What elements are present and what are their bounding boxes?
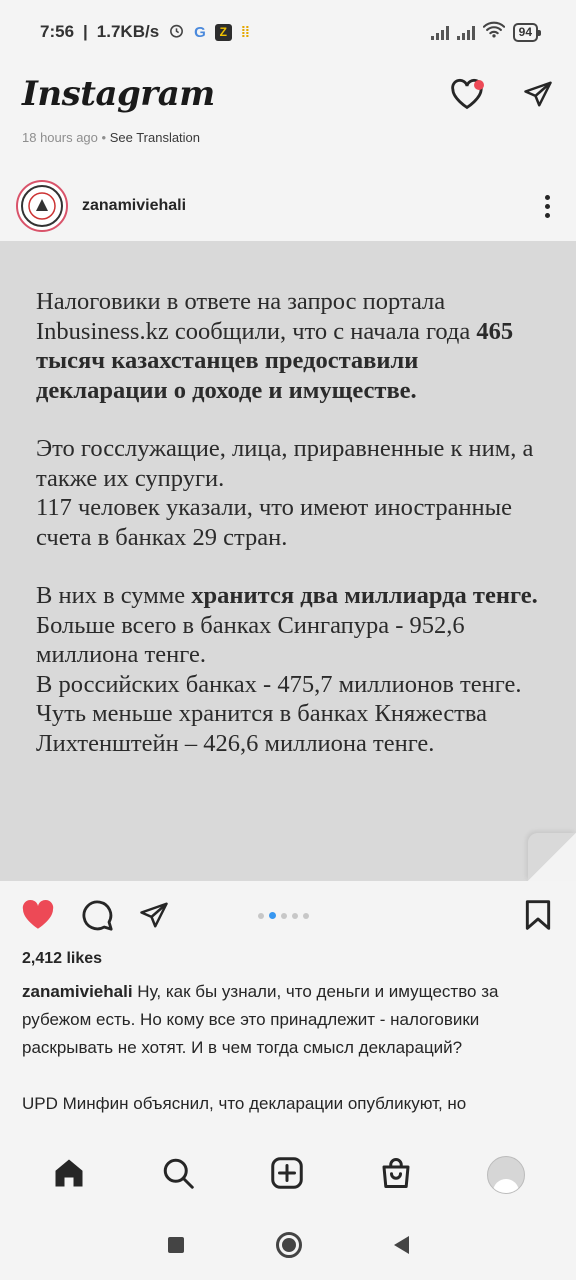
- home-button[interactable]: [276, 1232, 302, 1258]
- post-image[interactable]: [0, 241, 576, 881]
- wifi-icon: [483, 21, 505, 43]
- bookmark-icon: [524, 899, 552, 931]
- home-icon: [51, 1155, 87, 1191]
- caption-container: [0, 978, 576, 1140]
- signal-icon-2: [457, 24, 475, 40]
- page-curl: [528, 833, 576, 881]
- likes-count[interactable]: 2,412 likes: [22, 950, 103, 967]
- status-left: [40, 22, 249, 43]
- more-options-button[interactable]: [545, 195, 550, 218]
- post-time: 18 hours ago: [22, 130, 98, 145]
- caption-main: [22, 978, 542, 1062]
- caption-text: Ну, как бы узнали, что деньги и имущество за рубежом есть. Но кому все это принадлежит - налоговики раскрывать не хотят. И в чем тогда смысл деклараций?: [22, 982, 499, 1057]
- status-bar: [0, 0, 576, 64]
- system-nav: [0, 1210, 576, 1280]
- header-actions: [450, 78, 554, 110]
- profile-icon: [493, 1179, 519, 1193]
- signal-icon: [431, 24, 449, 40]
- caption: [22, 978, 542, 1140]
- google-icon: G: [194, 23, 206, 41]
- direct-icon: [522, 79, 554, 109]
- nav-search[interactable]: [160, 1155, 196, 1196]
- carousel-dot: [269, 912, 276, 919]
- meta-separator: •: [97, 130, 110, 145]
- activity-button[interactable]: [450, 78, 484, 110]
- share-button[interactable]: [138, 900, 170, 935]
- image-paragraph-1: Налоговики в ответе на запрос портала Inbusiness.kz сообщили, что с начала года 465 тысяч казахстанцев предоставили декларации о доходе и имуществе.: [36, 288, 514, 404]
- back-button[interactable]: [394, 1236, 409, 1254]
- image-paragraph-3: В них в сумме хранится два миллиарда тенге. Больше всего в банках Сингапура - 952,6 миллиона тенге. В российских банках - 475,7 миллионов тенге. Чуть меньше хранится в банках Княжества Лихтенштейн – 426,6 миллиона тенге.: [36, 582, 538, 757]
- recents-button[interactable]: [168, 1237, 184, 1253]
- bottom-nav: [0, 1140, 576, 1210]
- direct-messages-button[interactable]: [522, 79, 554, 109]
- caption-username[interactable]: zanamiviehali: [22, 982, 133, 1001]
- carousel-indicator: [258, 912, 309, 919]
- nav-profile[interactable]: [487, 1156, 525, 1194]
- status-time: 7:56: [40, 22, 75, 41]
- nav-shop[interactable]: [378, 1155, 414, 1196]
- post-username[interactable]: zanamiviehali: [82, 197, 187, 214]
- like-icon: [20, 898, 56, 931]
- image-paragraph-2: Это госслужащие, лица, приравненные к ним, а также их супруги. 117 человек указали, что имеют иностранные счета в банках 29 стран.: [36, 435, 534, 551]
- create-icon: [269, 1155, 305, 1191]
- status-right: [431, 21, 538, 43]
- comment-icon: [80, 898, 114, 932]
- app-header: [0, 64, 576, 124]
- share-icon: [138, 900, 170, 930]
- comment-button[interactable]: [80, 898, 114, 937]
- save-button[interactable]: [524, 899, 552, 936]
- network-speed: 1.7KB/s: [96, 22, 160, 41]
- instagram-logo: Instagram: [22, 74, 215, 114]
- search-icon: [160, 1155, 196, 1191]
- podcast-icon: ⁞⁞: [240, 23, 249, 41]
- post-action-bar: [0, 890, 576, 944]
- see-translation-link[interactable]: See Translation: [109, 130, 201, 145]
- post-header: [0, 176, 576, 236]
- avatar-image: [21, 185, 63, 227]
- alarm-icon: [168, 22, 185, 43]
- carousel-dot: [292, 913, 298, 919]
- carousel-dot: [258, 913, 264, 919]
- nav-home[interactable]: [51, 1155, 87, 1196]
- battery-icon: 94: [513, 23, 538, 42]
- carousel-dot: [281, 913, 287, 919]
- carousel-dot: [303, 913, 309, 919]
- notification-dot: [474, 80, 484, 90]
- shop-icon: [378, 1155, 414, 1191]
- avatar[interactable]: [16, 180, 68, 232]
- post-image-text: [36, 287, 546, 787]
- app-z-icon: Z: [215, 24, 232, 41]
- status-divider: |: [83, 22, 88, 41]
- nav-create[interactable]: [269, 1155, 305, 1196]
- action-left: [20, 898, 170, 937]
- caption-update: UPD Минфин объяснил, что декларации опубликуют, но: [22, 1094, 467, 1113]
- like-button[interactable]: [20, 898, 56, 936]
- post-meta: [22, 130, 200, 145]
